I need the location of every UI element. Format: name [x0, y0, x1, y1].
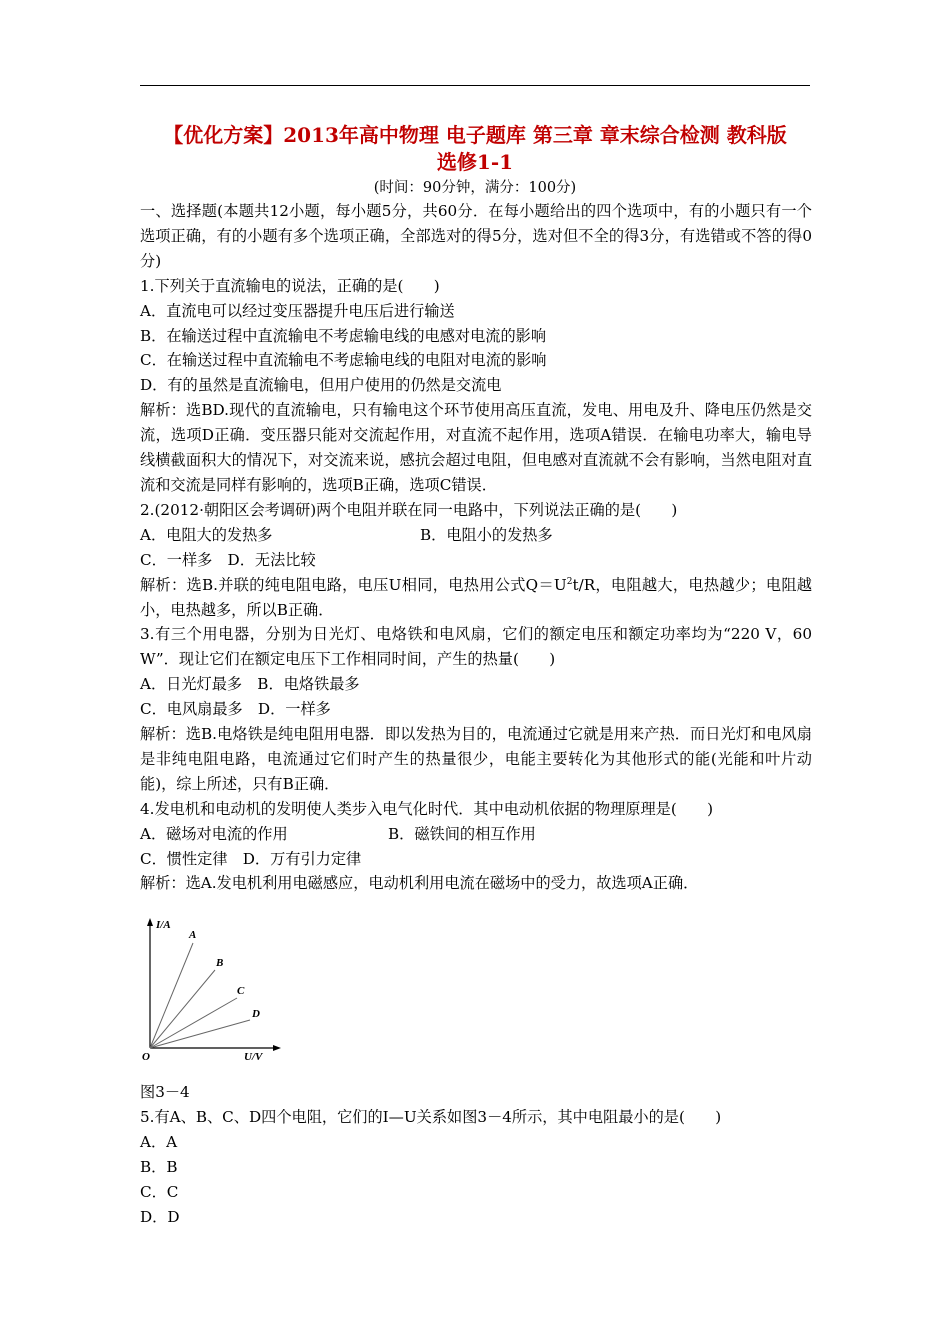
- q4-analysis: 解析：选A.发电机利用电磁感应，电动机利用电流在磁场中的受力，故选项A正确．: [140, 874, 699, 893]
- line-label-b: B: [216, 957, 224, 970]
- line-label-c: C: [237, 985, 245, 998]
- top-rule: [140, 85, 810, 86]
- iu-graph: [140, 910, 300, 1080]
- q3-stem: 3.有三个用电器，分别为日光灯、电烙铁和电风扇，它们的额定电压和额定功率均为“220 V，60 W”．现让它们在额定电压下工作相同时间，产生的热量( ): [140, 625, 812, 669]
- line-b: [150, 970, 215, 1048]
- figure-caption: 图3－4: [140, 1083, 190, 1102]
- q2-analysis-sup: 2: [566, 576, 573, 587]
- section-intro: 一、选择题(本题共12小题，每小题5分，共60分．在每小题给出的四个选项中，有的小题只有一个选项正确，有的小题有多个选项正确，全部选对的得5分，选对但不全的得3分，有选错或不答的得0分): [140, 202, 812, 270]
- line-d: [150, 1020, 250, 1048]
- q3-analysis: 解析：选B.电烙铁是纯电阻用电器．即以发热为目的，电流通过它就是用来产热．而日光灯和电风扇是非纯电阻电路，电流通过它们时产生的热量很少，电能主要转化为其他形式的能(光能和叶片动能)，综上所述，只有B正确．: [140, 725, 812, 793]
- y-axis-label: I/A: [156, 919, 171, 932]
- y-axis-arrow: [147, 918, 153, 926]
- x-axis-label: U/V: [244, 1051, 263, 1064]
- line-c: [150, 998, 237, 1048]
- q4-option-a: A．磁场对电流的作用: [140, 824, 288, 843]
- q5-option-d: D．D: [140, 1207, 180, 1226]
- q4-stem: 4.发电机和电动机的发明使人类步入电气化时代．其中电动机依据的物理原理是( ): [140, 799, 714, 818]
- q4-option-b: B．磁铁间的相互作用: [388, 824, 536, 843]
- q4-options-cd: C．惯性定律 D．万有引力定律: [140, 849, 362, 868]
- q1-option-b: B．在输送过程中直流输电不考虑输电线的电感对电流的影响: [140, 326, 547, 345]
- q5-stem: 5.有A、B、C、D四个电阻，它们的I—U关系如图3－4所示，其中电阻最小的是( ): [140, 1108, 722, 1127]
- q4-options-ab: [140, 822, 812, 847]
- x-axis-arrow: [273, 1045, 281, 1051]
- q2-stem: 2.(2012·朝阳区会考调研)两个电阻并联在同一电路中，下列说法正确的是( ): [140, 500, 678, 519]
- document-body: [140, 199, 812, 1230]
- q2-option-a: A．电阻大的发热多: [140, 525, 273, 544]
- line-label-a: A: [189, 929, 197, 942]
- exam-meta: (时间：90分钟，满分：100分): [373, 180, 577, 196]
- page-title: [140, 122, 810, 176]
- q2-options-cd: C．一样多 D．无法比较: [140, 550, 316, 569]
- q2-option-b: B．电阻小的发热多: [420, 525, 553, 544]
- q1-option-a: A．直流电可以经过变压器提升电压后进行输送: [140, 301, 455, 320]
- q2-analysis: [140, 573, 812, 623]
- q1-stem: 1.下列关于直流输电的说法，正确的是( ): [140, 276, 440, 295]
- q2-analysis-post: t/R，电阻越大，电热越少；电阻越小，电热越多，所以B正确．: [140, 575, 812, 619]
- q2-analysis-pre: 解析：选B.并联的纯电阻电路，电压U相同，电热用公式Q＝U: [140, 575, 567, 594]
- q2-options-ab: [140, 523, 812, 548]
- q3-options-ab: A．日光灯最多 B．电烙铁最多: [140, 675, 360, 694]
- q3-options-cd: C．电风扇最多 D．一样多: [140, 700, 331, 719]
- q1-option-c: C．在输送过程中直流输电不考虑输电线的电阻对电流的影响: [140, 351, 547, 370]
- line-label-d: D: [252, 1008, 260, 1021]
- q1-option-d: D．有的虽然是直流输电，但用户使用的仍然是交流电: [140, 376, 502, 395]
- q5-option-b: B．B: [140, 1158, 178, 1177]
- q1-analysis: 解析：选BD.现代的直流输电，只有输电这个环节使用高压直流，发电、用电及升、降电压仍然是交流，选项D正确．变压器只能对交流起作用，对直流不起作用，选项A错误．在输电功率大，输电导线横截面积大的情况下，对交流来说，感抗会超过电阻，但电感对直流就不会有影响，当然电阻对直流和交流是同样有影响的，选项B正确，选项C错误．: [140, 401, 812, 494]
- title-line-1: 【优化方案】2013年高中物理 电子题库 第三章 章末综合检测 教科版: [163, 123, 787, 147]
- origin-label: O: [142, 1051, 150, 1064]
- line-a: [150, 943, 193, 1048]
- iu-graph-figure: [140, 910, 812, 1080]
- title-line-2: 选修1-1: [436, 150, 514, 174]
- q5-option-c: C．C: [140, 1183, 179, 1201]
- q5-option-a: A．A: [140, 1133, 178, 1152]
